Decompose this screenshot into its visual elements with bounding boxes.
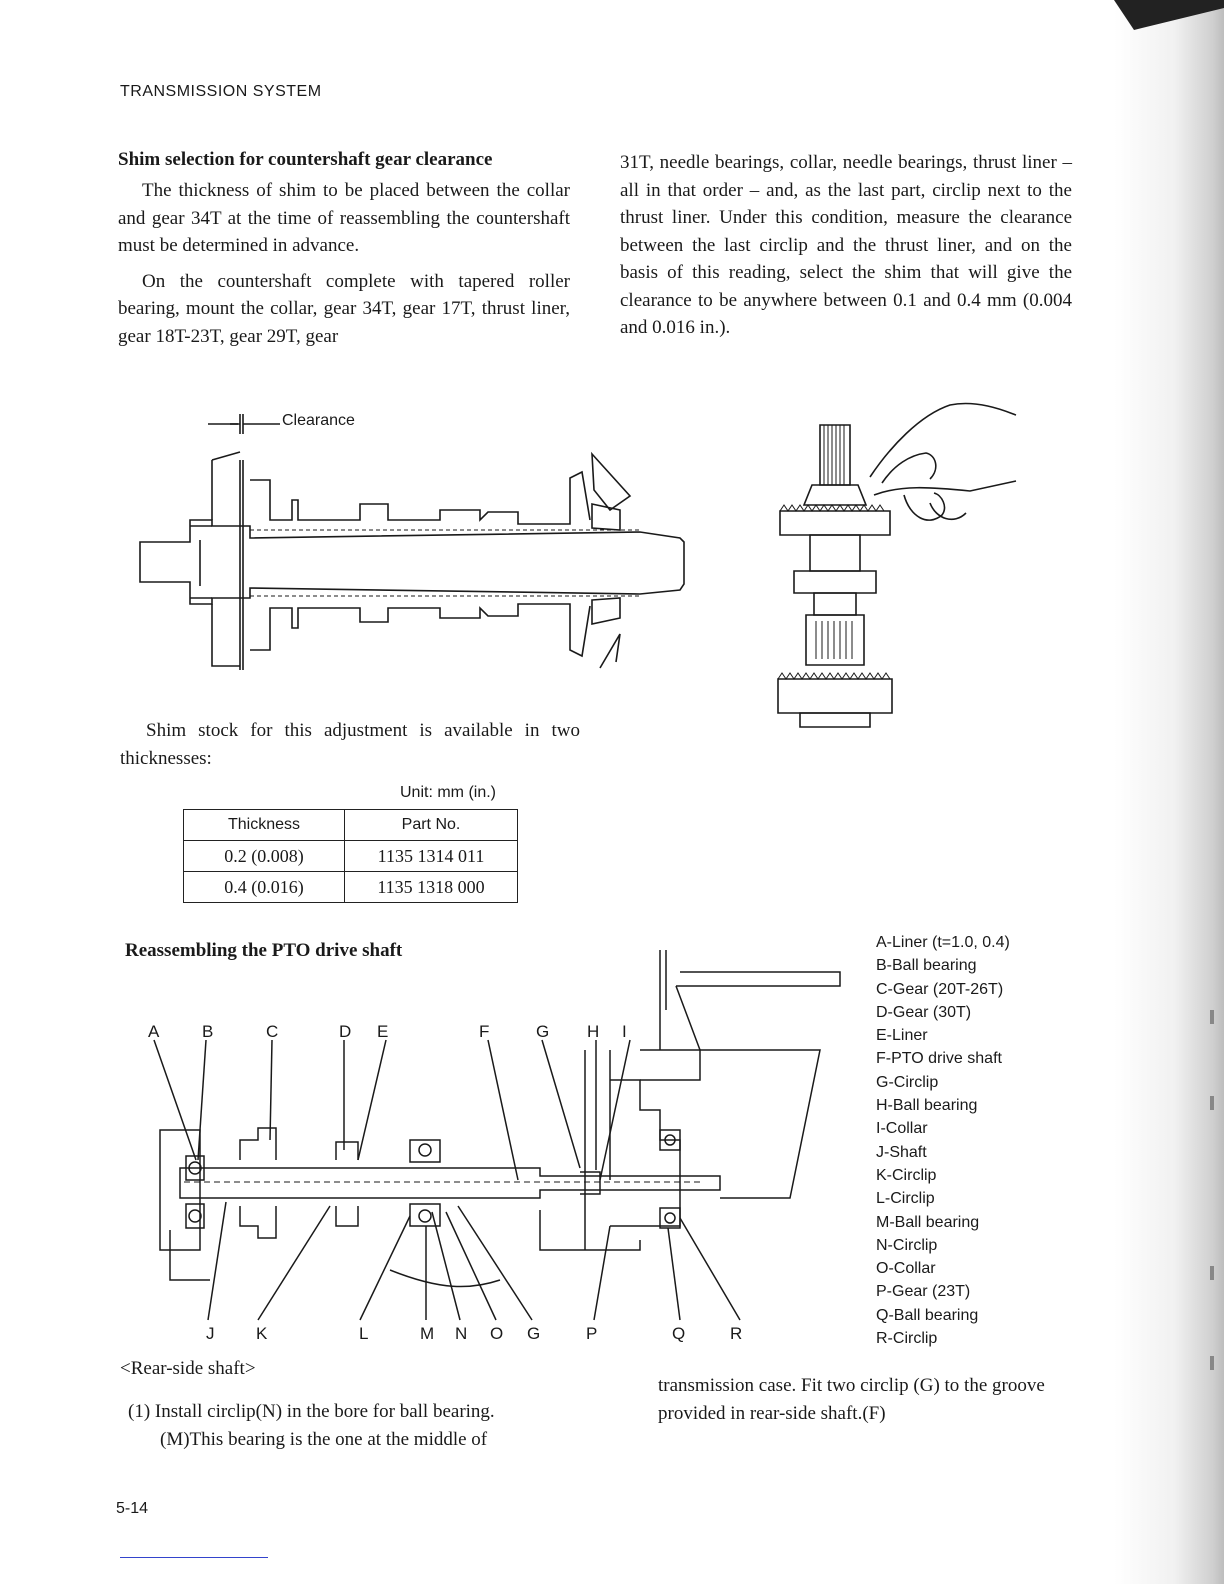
countershaft-drawing [120, 400, 690, 690]
table-header-part-no: Part No. [345, 810, 518, 841]
countershaft-figure [120, 400, 690, 690]
section1-para3: 31T, needle bearings, collar, needle bearings, thrust liner – all in that order – and, as the last part, circlip next to the thrust liner. Under this condition, measure the clearance between the last circlip and the thrust liner, and on the basis of this reading, select the shim that will give the clearance to be anywhere between 0.1 and 0.4 mm (0.004 and 0.016 in.). [620, 152, 1072, 338]
label-q: Q [672, 1324, 686, 1343]
label-k: K [256, 1324, 268, 1343]
table-row [184, 841, 518, 872]
rear-side-subheading: <Rear-side shaft> [120, 1358, 256, 1379]
step1-left [128, 1398, 495, 1454]
clearance-label: Clearance [282, 412, 355, 429]
section-header: TRANSMISSION SYSTEM [120, 83, 322, 100]
section2-heading: Reassembling the PTO drive shaft [125, 940, 403, 961]
label-i: I [622, 1022, 627, 1041]
step1-line-a: Install circlip(N) in the bore for ball bearing. [154, 1401, 495, 1422]
label-f: F [479, 1022, 490, 1041]
label-o: O [490, 1324, 504, 1343]
footer-rule [120, 1557, 268, 1558]
table-cell-thickness: 0.4 (0.016) [184, 872, 345, 903]
legend-item: O-Collar [876, 1260, 936, 1278]
label-b: B [202, 1022, 214, 1041]
label-n: N [455, 1324, 468, 1343]
label-g: G [536, 1022, 550, 1041]
gear-stack-drawing [770, 395, 1030, 735]
label-e: E [377, 1022, 389, 1041]
step1-number: (1) [128, 1401, 151, 1422]
legend-item: E-Liner [876, 1027, 928, 1045]
table-row [184, 872, 518, 903]
legend-item: H-Ball bearing [876, 1097, 978, 1115]
shim-table [183, 809, 518, 903]
legend-item: B-Ball bearing [876, 957, 977, 975]
table-cell-part-no: 1135 1318 000 [345, 872, 518, 903]
gear-stack-illustration [770, 395, 1030, 735]
section1-left-column [118, 149, 570, 350]
parts-legend [876, 931, 1010, 1350]
label-a: A [148, 1022, 160, 1041]
legend-item: A-Liner (t=1.0, 0.4) [876, 934, 1010, 951]
legend-item: I-Collar [876, 1120, 928, 1138]
legend-item: D-Gear (30T) [876, 1003, 972, 1021]
section1-heading: Shim selection for countershaft gear clearance [118, 149, 493, 170]
section1-right-column [620, 149, 1072, 342]
legend-item: L-Circlip [876, 1190, 935, 1208]
step1-line-b: (M)This bearing is the one at the middle of [160, 1429, 488, 1450]
label-m: M [420, 1324, 435, 1343]
legend-item: Q-Ball bearing [876, 1306, 979, 1324]
legend-item: M-Ball bearing [876, 1213, 980, 1231]
legend-item: F-PTO drive shaft [876, 1050, 1002, 1068]
pto-shaft-drawing [140, 950, 860, 1330]
legend-item: G-Circlip [876, 1073, 939, 1091]
legend-item: P-Gear (23T) [876, 1283, 971, 1301]
label-h: H [587, 1022, 600, 1041]
shim-intro-text: Shim stock for this adjustment is available in two thicknesses: [120, 720, 580, 769]
table-cell-thickness: 0.2 (0.008) [184, 841, 345, 872]
shim-intro [120, 717, 580, 772]
shim-unit: Unit: mm (in.) [400, 784, 496, 801]
legend-item: C-Gear (20T-26T) [876, 980, 1004, 998]
label-r: R [730, 1324, 743, 1343]
legend-item: K-Circlip [876, 1166, 937, 1184]
section1-para1: The thickness of shim to be placed between the collar and gear 34T at the time of reassembling the countershaft must be determined in advance. [118, 180, 570, 256]
table-header-row [184, 810, 518, 841]
label-j: J [206, 1324, 215, 1343]
legend-item: J-Shaft [876, 1143, 927, 1161]
page-number: 5-14 [116, 1500, 149, 1517]
section1-para2: On the countershaft complete with tapered roller bearing, mount the collar, gear 34T, gear 17T, thrust liner, gear 18T-23T, gear 29T, gear [118, 270, 570, 347]
pto-shaft-figure [140, 950, 860, 1330]
legend-item: R-Circlip [876, 1330, 938, 1348]
step1-right: transmission case. Fit two circlip (G) to the groove provided in rear-side shaft.(F) [658, 1375, 1045, 1424]
label-l: L [359, 1324, 369, 1343]
page-edge-shadow [1114, 0, 1224, 1584]
legend-item: N-Circlip [876, 1236, 938, 1254]
label-d: D [339, 1022, 352, 1041]
label-p: P [586, 1324, 598, 1343]
table-header-thickness: Thickness [184, 810, 345, 841]
label-c: C [266, 1022, 279, 1041]
label-g-bottom: G [527, 1324, 541, 1343]
table-cell-part-no: 1135 1314 011 [345, 841, 518, 872]
